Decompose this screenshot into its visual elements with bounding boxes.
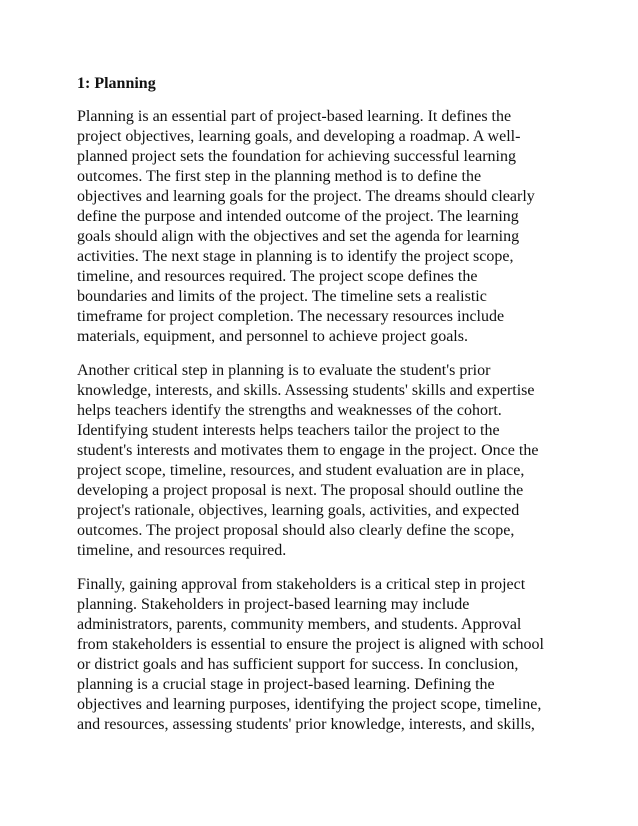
text-line: from stakeholders is essential to ensure the project is aligned with school bbox=[77, 636, 544, 653]
text-line: objectives and learning purposes, identifying the project scope, timeline, bbox=[77, 696, 542, 713]
text-line: Planning is an essential part of project-based learning. It defines the bbox=[77, 108, 512, 125]
text-line: student's interests and motivates them to engage in the project. Once the bbox=[77, 442, 539, 459]
text-line: or district goals and has sufficient support for success. In conclusion, bbox=[77, 656, 519, 673]
paragraph-student-evaluation bbox=[77, 361, 569, 561]
text-line: knowledge, interests, and skills. Assessing students' skills and expertise bbox=[77, 382, 535, 399]
text-line: timeframe for project completion. The necessary resources include bbox=[77, 308, 505, 325]
paragraph-planning-intro bbox=[77, 107, 569, 347]
section-title: 1: Planning bbox=[77, 75, 156, 92]
text-line: timeline, and resources required. The project scope defines the bbox=[77, 268, 478, 285]
text-line: Another critical step in planning is to evaluate the student's prior bbox=[77, 362, 491, 379]
text-line: timeline, and resources required. bbox=[77, 542, 287, 559]
text-line: project objectives, learning goals, and developing a roadmap. A well- bbox=[77, 128, 521, 145]
document-body bbox=[77, 73, 569, 749]
text-line: Finally, gaining approval from stakeholders is a critical step in project bbox=[77, 576, 526, 593]
text-line: planned project sets the foundation for achieving successful learning bbox=[77, 148, 516, 165]
text-line: goals should align with the objectives and set the agenda for learning bbox=[77, 228, 520, 245]
text-line: define the purpose and intended outcome of the project. The learning bbox=[77, 208, 519, 225]
text-line: objectives and learning goals for the project. The dreams should clearly bbox=[77, 188, 535, 205]
text-line: materials, equipment, and personnel to achieve project goals. bbox=[77, 328, 468, 345]
text-line: project scope, timeline, resources, and student evaluation are in place, bbox=[77, 462, 525, 479]
text-line: activities. The next stage in planning is to identify the project scope, bbox=[77, 248, 514, 265]
text-line: outcomes. The project proposal should also clearly define the scope, bbox=[77, 522, 515, 539]
text-line: developing a project proposal is next. The proposal should outline the bbox=[77, 482, 524, 499]
text-line: outcomes. The first step in the planning method is to define the bbox=[77, 168, 482, 185]
text-line: planning is a crucial stage in project-based learning. Defining the bbox=[77, 676, 495, 693]
text-line: project's rationale, objectives, learning goals, activities, and expected bbox=[77, 502, 520, 519]
text-line: Identifying student interests helps teachers tailor the project to the bbox=[77, 422, 500, 439]
text-line: helps teachers identify the strengths and weaknesses of the cohort. bbox=[77, 402, 502, 419]
text-line: administrators, parents, community members, and students. Approval bbox=[77, 616, 522, 633]
text-line: and resources, assessing students' prior knowledge, interests, and skills, bbox=[77, 716, 535, 733]
text-line: planning. Stakeholders in project-based learning may include bbox=[77, 596, 470, 613]
paragraph-stakeholder-approval bbox=[77, 575, 569, 735]
text-line: boundaries and limits of the project. The timeline sets a realistic bbox=[77, 288, 487, 305]
